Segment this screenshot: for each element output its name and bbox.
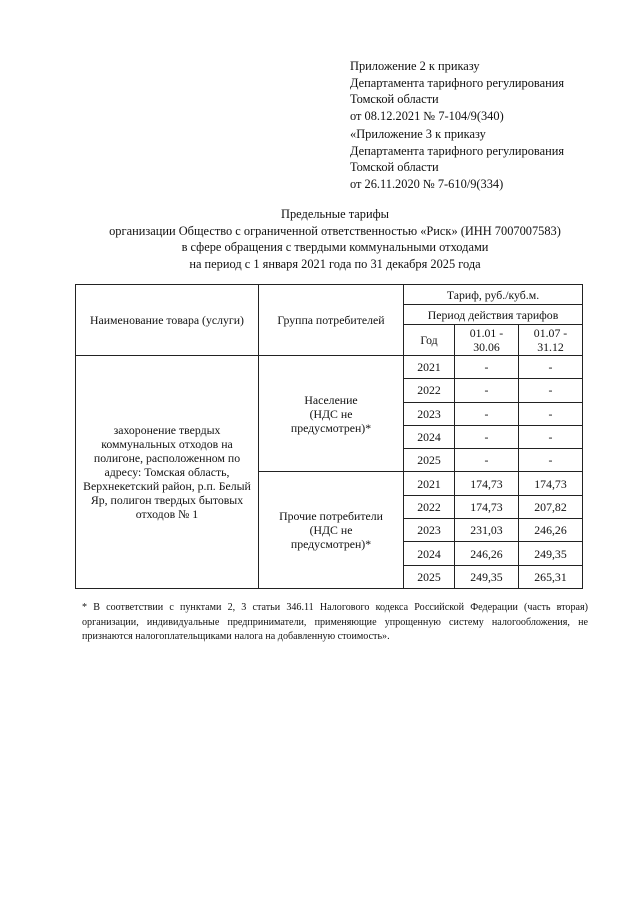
first-half-tariff-cell: - (455, 402, 519, 425)
previous-appendix-reference (350, 126, 564, 192)
footnote: * В соответствии с пунктами 2, 3 статьи 346.11 Налогового кодекса Российской Федерации (часть вторая) организации, индивидуальные предприниматели, применяющие упрощенную систему налогообложения, не признаются налогоплательщиками налога на добавленную стоимость». (82, 602, 588, 643)
appendix-line: от 26.11.2020 № 7-610/9(334) (350, 176, 504, 191)
first-half-tariff-cell: - (455, 356, 519, 379)
year-cell: 2022 (404, 495, 455, 518)
year-cell: 2021 (404, 356, 455, 379)
appendix-line: Департамента тарифного регулирования (350, 75, 565, 90)
second-half-tariff-cell: - (519, 449, 583, 472)
header-year: Год (404, 325, 455, 356)
consumer-group-cell: Прочие потребители (НДС не предусмотрен)* (259, 472, 404, 588)
title-line: Предельные тарифы (281, 207, 389, 221)
year-cell: 2023 (404, 519, 455, 542)
document-title (60, 206, 610, 272)
service-name-cell: захоронение твердых коммунальных отходов на полигоне, расположенном по адресу: Томская область, Верхнекетский район, р.п. Белый Яр, полигон твердых бытовых отходов № 1 (76, 356, 259, 589)
second-half-tariff-cell: 265,31 (519, 565, 583, 588)
appendix-line: Приложение 2 к приказу (350, 59, 480, 73)
first-half-tariff-cell: 249,35 (455, 565, 519, 588)
year-cell: 2025 (404, 565, 455, 588)
title-line: в сфере обращения с твердыми коммунальными отходами (181, 240, 489, 255)
year-cell: 2025 (404, 449, 455, 472)
first-half-tariff-cell: 174,73 (455, 472, 519, 495)
year-cell: 2023 (404, 402, 455, 425)
second-half-tariff-cell: 207,82 (519, 495, 583, 518)
year-cell: 2024 (404, 542, 455, 565)
appendix-reference (350, 58, 564, 124)
appendix-line: Департамента тарифного регулирования (350, 143, 565, 158)
first-half-tariff-cell: - (455, 425, 519, 448)
second-half-tariff-cell: 174,73 (519, 472, 583, 495)
year-cell: 2022 (404, 379, 455, 402)
second-half-tariff-cell: 246,26 (519, 519, 583, 542)
title-line: организации Общество с ограниченной ответственностью «Риск» (ИНН 7007007583) (109, 223, 561, 238)
header-second-half: 01.07 - 31.12 (519, 325, 583, 356)
second-half-tariff-cell: - (519, 356, 583, 379)
consumer-group-cell: Население (НДС не предусмотрен)* (259, 356, 404, 472)
header-period: Период действия тарифов (404, 305, 583, 325)
table-row (76, 356, 583, 379)
first-half-tariff-cell: 246,26 (455, 542, 519, 565)
second-half-tariff-cell: 249,35 (519, 542, 583, 565)
second-half-tariff-cell: - (519, 425, 583, 448)
header-group: Группа потребителей (259, 285, 404, 356)
header-tariff: Тариф, руб./куб.м. (404, 285, 583, 305)
first-half-tariff-cell: 231,03 (455, 519, 519, 542)
first-half-tariff-cell: - (455, 449, 519, 472)
year-cell: 2021 (404, 472, 455, 495)
header-first-half: 01.01 - 30.06 (455, 325, 519, 356)
appendix-line: «Приложение 3 к приказу (350, 127, 486, 141)
year-cell: 2024 (404, 425, 455, 448)
appendix-line: Томской области (350, 160, 439, 174)
first-half-tariff-cell: - (455, 379, 519, 402)
appendix-line: Томской области (350, 92, 439, 106)
first-half-tariff-cell: 174,73 (455, 495, 519, 518)
appendix-line: от 08.12.2021 № 7-104/9(340) (350, 108, 504, 123)
title-line: на период с 1 января 2021 года по 31 декабря 2025 года (189, 256, 481, 271)
header-service: Наименование товара (услуги) (76, 285, 259, 356)
tariff-table (75, 284, 583, 589)
second-half-tariff-cell: - (519, 402, 583, 425)
second-half-tariff-cell: - (519, 379, 583, 402)
